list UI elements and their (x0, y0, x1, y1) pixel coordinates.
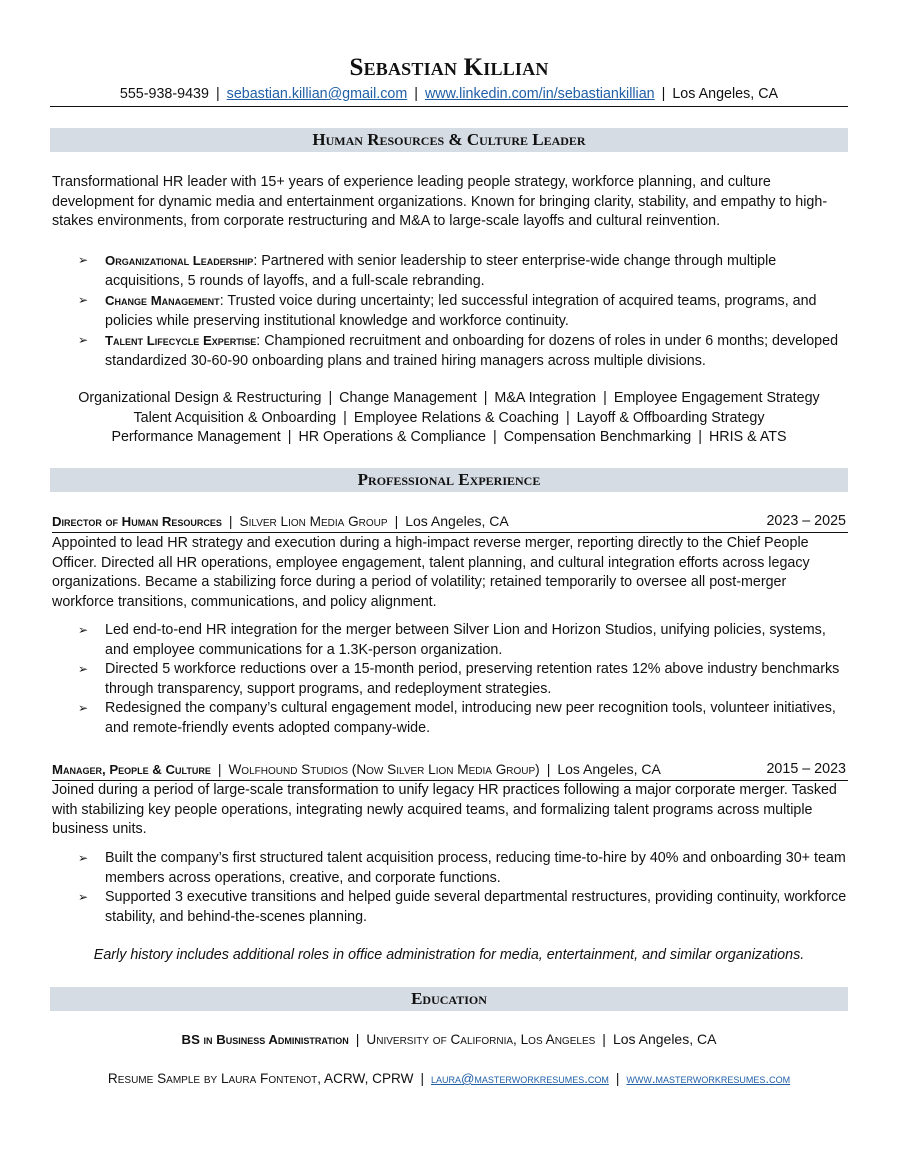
phone: 555-938-9439 (119, 86, 209, 102)
separator: | (483, 390, 488, 406)
separator: | (546, 761, 551, 777)
resume-credit (50, 1071, 848, 1086)
school-location: Los Angeles, CA (612, 1031, 717, 1047)
separator: | (215, 86, 220, 102)
skill: HRIS & ATS (708, 429, 787, 446)
list-item (78, 660, 848, 699)
separator: | (228, 513, 233, 529)
separator: | (615, 1071, 620, 1086)
arrow-bullet-icon: ➢ (78, 890, 89, 905)
list-item (78, 888, 848, 927)
job-dates: 2023 – 2025 (766, 513, 846, 529)
location: Los Angeles, CA (672, 86, 779, 102)
skills-line (50, 409, 848, 429)
job-location: Los Angeles, CA (557, 761, 661, 777)
highlights-list (78, 251, 848, 372)
skill: Compensation Benchmarking (503, 429, 692, 446)
separator: | (217, 761, 222, 777)
education-entry (50, 1031, 848, 1047)
skill: Change Management (339, 390, 477, 406)
separator: | (661, 86, 666, 102)
job-title: Director of Human Resources (52, 514, 222, 529)
header-divider (50, 106, 848, 107)
credit-email-link[interactable]: laura@masterworkresumes.com (430, 1071, 609, 1086)
job-location: Los Angeles, CA (405, 513, 509, 529)
list-item (78, 251, 848, 291)
skill: Employee Engagement Strategy (613, 390, 820, 406)
arrow-bullet-icon: ➢ (78, 662, 89, 677)
list-item (78, 291, 848, 331)
section-heading-education: Education (50, 987, 848, 1011)
job-title: Manager, People & Culture (52, 762, 211, 777)
bullet-text: Supported 3 executive transitions and helped guide several departmental restructures, providing continuity, workforce stability, and behind-the-scenes planning. (105, 889, 847, 925)
arrow-bullet-icon: ➢ (78, 333, 89, 348)
separator: | (355, 1031, 360, 1047)
skill: M&A Integration (494, 390, 597, 406)
job-description: Appointed to lead HR strategy and execution during a high-impact reverse merger, reporting directly to the Chief People Officer. Directed all HR operations, employee engagement, talent planning, and cultural integration efforts across legacy organizations. Became a stabilizing force during a period of volatility; retained temporarily to oversee all post-merger workforce transitions, communications, and policy alignment. (52, 535, 810, 610)
job-bullets (78, 849, 848, 927)
candidate-name: Sebastian Killian (349, 54, 549, 81)
skill: Talent Acquisition & Onboarding (133, 409, 337, 426)
separator: | (602, 1031, 606, 1047)
separator: | (698, 429, 702, 446)
skill: HR Operations & Compliance (298, 429, 486, 446)
separator: | (420, 1071, 424, 1086)
job-header (52, 759, 848, 781)
job-description: Joined during a period of large-scale transformation to unify legacy HR practices following a major corporate merger. Tasked with stabilizing key people operations, integrating newly acquired teams, and formalizing talent programs across multiple business units. (52, 782, 837, 838)
separator: | (328, 390, 333, 406)
skill: Employee Relations & Coaching (353, 409, 559, 426)
separator: | (287, 429, 292, 446)
separator: | (343, 409, 347, 426)
highlight-text: : Championed recruitment and onboarding for dozens of roles in under 6 months; developed standardized 30-60-90 onboarding plans and trained hiring managers across multiple divisions. (105, 333, 839, 369)
arrow-bullet-icon: ➢ (78, 701, 89, 716)
company-name: Silver Lion Media Group (239, 514, 388, 529)
skill: Layoff & Offboarding Strategy (576, 409, 765, 426)
separator: | (565, 409, 570, 426)
highlight-text: : Partnered with senior leadership to steer enterprise-wide change through multiple acquisitions, 5 rounds of layoffs, and a full-scale rebranding. (105, 253, 777, 289)
section-heading-experience: Professional Experience (50, 468, 848, 492)
bullet-text: Directed 5 workforce reductions over a 15-month period, preserving retention rates 12% above industry benchmarks through transparency, support programs, and redeployment strategies. (105, 661, 840, 697)
arrow-bullet-icon: ➢ (78, 253, 89, 267)
job-header (52, 511, 848, 533)
arrow-bullet-icon: ➢ (78, 623, 89, 637)
job-dates: 2015 – 2023 (766, 761, 846, 777)
skill: Performance Management (111, 429, 281, 446)
highlight-label: Organizational Leadership (105, 253, 254, 268)
summary-paragraph: Transformational HR leader with 15+ years of experience leading people strategy, workforce planning, and culture development for dynamic media and entertainment organizations. Known for bringing clarity, stability, and empathy to high-stakes environments, from corporate restructuring and M&A to large-scale layoffs and cultural reinvention. (52, 174, 828, 230)
contact-line (50, 86, 848, 102)
job-bullets (78, 621, 848, 739)
list-item (78, 849, 848, 888)
school: University of California, Los Angeles (366, 1032, 596, 1047)
list-item (78, 331, 848, 371)
skills-block (50, 389, 848, 448)
bullet-text: Led end-to-end HR integration for the merger between Silver Lion and Horizon Studios, unifying policies, systems, and employee communications for a 1.3K-person organization. (105, 622, 826, 658)
separator: | (394, 513, 399, 529)
company-name: Wolfhound Studios (Now Silver Lion Media Group) (228, 762, 540, 777)
linkedin-link[interactable]: www.linkedin.com/in/sebastiankillian (424, 86, 655, 102)
highlight-label: Change Management (105, 293, 220, 309)
list-item (78, 621, 848, 660)
list-item (78, 699, 848, 738)
degree: BS in Business Administration (181, 1032, 349, 1047)
credit-text: Resume Sample by Laura Fontenot, ACRW, CPRW (107, 1071, 414, 1086)
skills-line (50, 389, 848, 409)
email-link[interactable]: sebastian.killian@gmail.com (226, 86, 408, 102)
separator: | (603, 390, 607, 406)
early-history-note: Early history includes additional roles in office administration for media, entertainment, and similar organizations. (93, 947, 805, 963)
separator: | (492, 429, 497, 446)
arrow-bullet-icon: ➢ (78, 293, 89, 308)
highlight-text: : Trusted voice during uncertainty; led successful integration of acquired teams, programs, and policies while preserving institutional knowledge and workforce continuity. (105, 293, 817, 329)
credit-website-link[interactable]: www.masterworkresumes.com (626, 1071, 791, 1086)
skill: Organizational Design & Restructuring (78, 390, 322, 406)
section-heading-summary: Human Resources & Culture Leader (50, 128, 848, 152)
skills-line (50, 428, 848, 448)
highlight-label: Talent Lifecycle Expertise (105, 333, 257, 349)
arrow-bullet-icon: ➢ (78, 851, 89, 865)
bullet-text: Built the company’s first structured talent acquisition process, reducing time-to-hire by 40% and onboarding 30+ team members across operations, creative, and corporate functions. (105, 850, 846, 886)
bullet-text: Redesigned the company’s cultural engagement model, introducing new peer recognition tools, volunteer initiatives, and remote-friendly events adopted company-wide. (105, 700, 836, 736)
separator: | (414, 86, 418, 102)
